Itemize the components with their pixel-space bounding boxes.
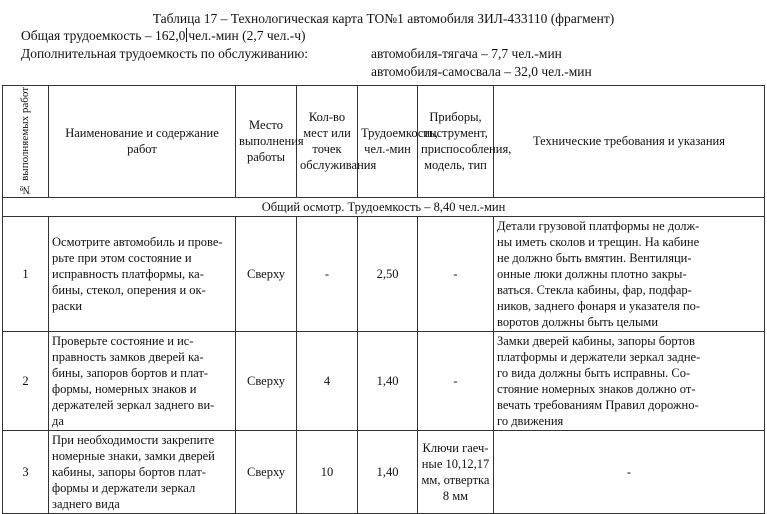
table-header-row — [3, 86, 765, 198]
col-header-requirements: Технические требования и указания — [494, 86, 765, 198]
table-row — [3, 430, 765, 513]
total-labor-unit: чел.-мин (2,7 чел.-ч) — [188, 28, 306, 43]
table-row — [3, 216, 765, 331]
tools: Ключи гаеч- ные 10,12,17 мм, отвертка 8 мм — [418, 430, 494, 513]
points-count: - — [297, 216, 358, 331]
section-row — [3, 197, 765, 216]
labor-value: 1,40 — [358, 430, 418, 513]
labor-value: 1,40 — [358, 331, 418, 430]
labor-value: 2,50 — [358, 216, 418, 331]
work-description: Проверьте состояние и ис- правность замков дверей ка- бины, запоров бортов и плат- формы, номерных знаков и держателей зеркал заднего ви- да — [49, 331, 236, 430]
row-num: 1 — [3, 216, 49, 331]
dumper-labor: автомобиля-самосвала – 32,0 чел.-мин — [371, 64, 592, 79]
row-num: 3 — [3, 430, 49, 513]
points-count: 10 — [297, 430, 358, 513]
work-place: Сверху — [236, 216, 297, 331]
additional-labor-label: Дополнительная трудоемкость по обслуживанию: — [21, 46, 309, 61]
total-labor-value: Общая трудоемкость – 162,0 — [21, 28, 186, 43]
work-description: Осмотрите автомобиль и прове- рьте при этом состояние и исправность платформы, ка- бины, стекол, оперения и ок- раски — [49, 216, 236, 331]
col-header-labor: Трудоемкость, чел.-мин — [358, 86, 418, 198]
requirements: Детали грузовой платформы не долж- ны иметь сколов и трещин. На кабине не должно быть вмятин. Вентиляци- онные люки должны плотно закры- ваться. Стекла кабины, фар, подфар- ников, заднего фонаря и указателя по- воротов должны быть целыми — [494, 216, 765, 331]
col-header-num: № выполняемых работ — [3, 86, 49, 198]
table-row — [3, 331, 765, 430]
tools: - — [418, 216, 494, 331]
requirements: Замки дверей кабины, запоры бортов платформы и держатели зеркал задне- го вида должны быть исправны. Со- стояние номерных знаков должно от- вечать требованиям Правил дорожно- го движения — [494, 331, 765, 430]
total-labor-line — [21, 28, 306, 44]
col-header-place: Место выполнения работы — [236, 86, 297, 198]
col-header-tools: Приборы, инструмент, приспособления, модель, тип — [418, 86, 494, 198]
requirements: - — [494, 430, 765, 513]
work-description: При необходимости закрепите номерные знаки, замки дверей кабины, запоры бортов плат- формы и держатели зеркал заднего вида — [49, 430, 236, 513]
points-count: 4 — [297, 331, 358, 430]
col-header-points: Кол-во мест или точек обслуживания — [297, 86, 358, 198]
section-title: Общий осмотр. Трудоемкость – 8,40 чел.-мин — [3, 197, 765, 216]
technology-card-table — [2, 85, 765, 514]
work-place: Сверху — [236, 430, 297, 513]
row-num: 2 — [3, 331, 49, 430]
col-header-work: Наименование и содержание работ — [49, 86, 236, 198]
table-caption: Таблица 17 – Технологическая карта ТО№1 автомобиля ЗИЛ-433110 (фрагмент) — [152, 11, 615, 26]
tools: - — [418, 331, 494, 430]
tractor-labor: автомобиля-тягача – 7,7 чел.-мин — [371, 46, 562, 61]
work-place: Сверху — [236, 331, 297, 430]
